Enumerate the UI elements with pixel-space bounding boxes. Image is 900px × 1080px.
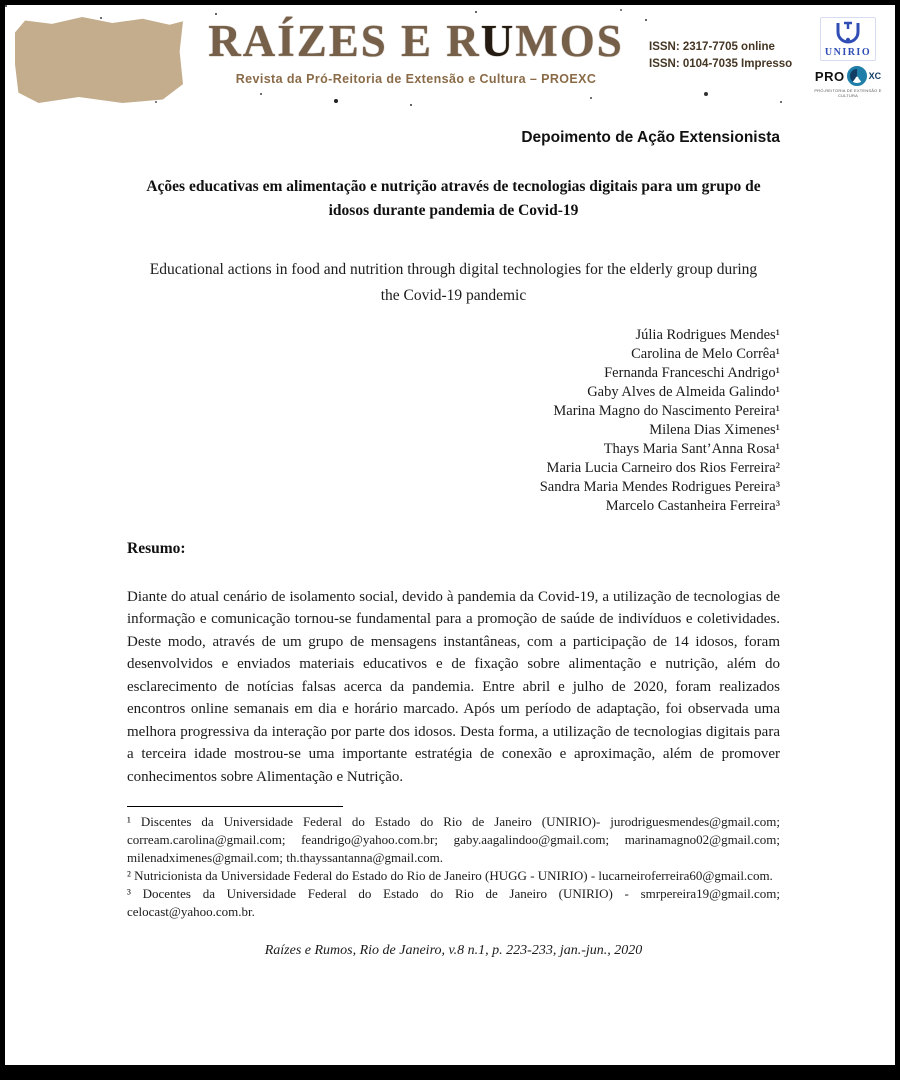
- proexc-caption: PRÓ-REITORIA DE EXTENSÃO E CULTURA: [814, 88, 882, 98]
- author-name: Thays Maria Sant’Anna Rosa¹: [603, 440, 780, 457]
- author-name: Sandra Maria Mendes Rodrigues Pereira³: [539, 478, 780, 495]
- footnote: ¹ Discentes da Universidade Federal do Estado do Rio de Janeiro (UNIRIO)- jurodriguesmendes@gmail.com; corream.carolina@gmail.com; feandrigo@yahoo.com.br; gaby.aagalindoo@gmail.com; marinamagno02@gmail.com; milenadximenes@gmail.com; th.thayssantanna@gmail.com.: [127, 814, 780, 866]
- proexc-logo: [809, 66, 887, 98]
- article-title-portuguese: Ações educativas em alimentação e nutrição através de tecnologias digitais para um grupo de idosos durante pandemia de Covid-19: [146, 178, 761, 220]
- journal-title-dark-u: U: [480, 16, 516, 66]
- authors-list: [127, 326, 780, 516]
- section-label: Depoimento de Ação Extensionista: [521, 129, 780, 146]
- author-name: Júlia Rodrigues Mendes¹: [635, 326, 780, 343]
- footnote: ² Nutricionista da Universidade Federal do Estado do Rio de Janeiro (HUGG - UNIRIO) - lucarneiroferreira60@gmail.com.: [127, 868, 773, 884]
- author-name: Marina Magno do Nascimento Pereira¹: [553, 402, 780, 419]
- footnotes-block: [127, 813, 780, 921]
- author-name: Gaby Alves de Almeida Galindo¹: [587, 383, 780, 400]
- journal-citation-footer: Raízes e Rumos, Rio de Janeiro, v.8 n.1, p. 223-233, jan.-jun., 2020: [264, 943, 643, 959]
- abstract-heading: Resumo:: [127, 539, 186, 557]
- issn-print: ISSN: 0104-7035 Impresso: [649, 58, 793, 71]
- proexc-xc-text: XC: [868, 71, 882, 81]
- issn-block: [649, 39, 809, 74]
- author-name: Fernanda Franceschi Andrigo¹: [604, 364, 780, 381]
- article-content: [5, 129, 895, 959]
- abstract-text: Diante do atual cenário de isolamento social, devido à pandemia da Covid-19, a utilização de tecnologias de informação e comunicação tornou-se fundamental para a promoção de saúde de indivíduos e coletividades. Deste modo, através de um grupo de mensagens instantâneas, com a participação de 14 idosos, foram desenvolvidos e enviados materiais educativos e de fixação sobre alimentação e nutrição, além do esclarecimento de notícias falsas acerca da pandemia. Entre abril e julho de 2020, foram realizados encontros online semanais em dia e horário marcado. Após um período de adaptação, foi observada uma melhora progressiva da interação por parte dos idosos. Desta forma, a utilização de tecnologias digitais para a terceira idade mostrou-se uma importante estratégia de conexão e aproximação, além de promover conhecimentos sobre Alimentação e Nutrição.: [127, 588, 780, 785]
- proexc-pro-text: PRO: [814, 68, 845, 84]
- unirio-emblem-icon: [828, 20, 868, 46]
- footnote-separator-rule: [127, 806, 343, 807]
- journal-subtitle: Revista da Pró-Reitoria de Extensão e Cultura – PROEXC: [235, 72, 597, 86]
- issn-online: ISSN: 2317-7705 online: [649, 41, 775, 53]
- author-name: Maria Lucia Carneiro dos Rios Ferreira²: [546, 459, 780, 476]
- article-title-english: Educational actions in food and nutrition through digital technologies for the elderly group during the Covid-19 pandemic: [149, 261, 758, 305]
- unirio-logo: [820, 17, 876, 61]
- logos-column: [809, 17, 887, 98]
- masthead: [183, 15, 649, 86]
- author-name: Marcelo Castanheira Ferreira³: [605, 497, 780, 514]
- author-name: Milena Dias Ximenes¹: [649, 421, 780, 438]
- unirio-logo-text: UNIRIO: [824, 47, 872, 58]
- proexc-circle-icon: [847, 66, 867, 86]
- collage-artwork-image: [15, 17, 183, 103]
- journal-header: [5, 5, 895, 115]
- journal-title: RAÍZES E RUMOS: [208, 16, 624, 66]
- author-name: Carolina de Melo Corrêa¹: [631, 345, 780, 362]
- ink-speckles-decoration: [5, 5, 7, 7]
- proexc-logo-row: [815, 66, 881, 86]
- footnote: ³ Docentes da Universidade Federal do Estado do Rio de Janeiro (UNIRIO) - smrpereira19@gmail.com; celocast@yahoo.com.br.: [127, 886, 780, 920]
